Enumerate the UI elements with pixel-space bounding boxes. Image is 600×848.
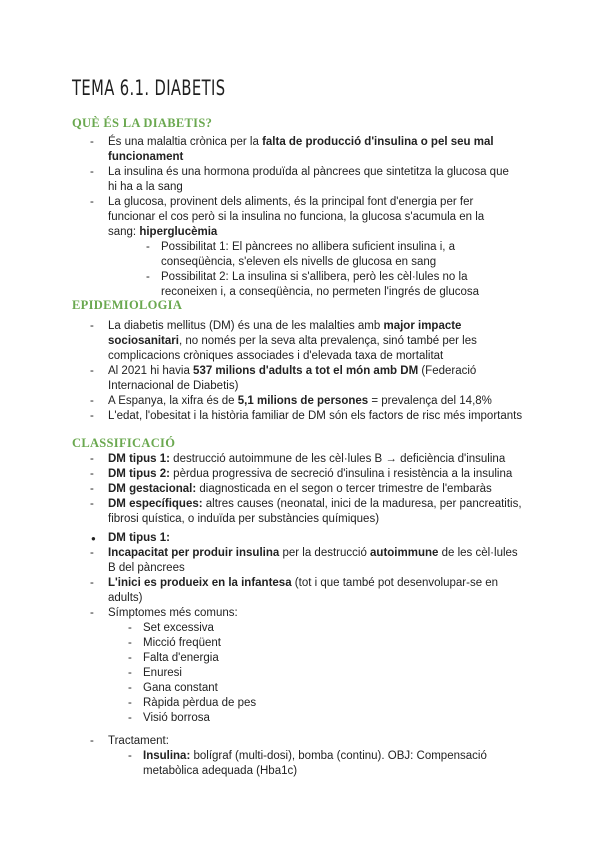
list-item: - Falta d'energia xyxy=(128,651,525,666)
item-text: Símptomes més comuns: xyxy=(108,607,238,619)
item-text: diagnosticada en el segon o tercer trimestre de l'embaràs xyxy=(196,483,492,495)
item-text: = prevalença del 14,8% xyxy=(368,395,492,407)
item-bold: DM tipus 1: xyxy=(108,453,170,465)
item-bold: autoimmune xyxy=(370,547,439,559)
item-text: de les cèl·lules B del pàncrees xyxy=(108,547,518,574)
list-item xyxy=(90,606,525,726)
list-item xyxy=(90,452,525,467)
item-text: La glucosa, provinent dels aliments, és la principal font d'energia per fer funcionar el cos però si la insulina no funciona, la glucosa s'acumula en la sang: xyxy=(108,196,485,238)
list-item xyxy=(90,531,525,546)
item-bold: DM tipus 2: xyxy=(108,468,170,480)
list-item: - Possibilitat 1: El pàncrees no allibera suficient insulina i, a conseqüència, s'eleven els nivells de glucosa en sang xyxy=(146,240,515,270)
item-text: destrucció autoimmune de les cèl·lules B → deficiència d'insulina xyxy=(169,453,506,465)
heading-classification: CLASSIFICACIÓ xyxy=(72,436,176,450)
heading-epidemiology: EPIDEMIOLOGIA xyxy=(72,298,183,312)
item-bold: DM tipus 1: xyxy=(108,532,170,544)
item-text: pèrdua progressiva de secreció d'insulina i resistència a la insulina xyxy=(169,468,513,480)
item-text: És una malaltia crònica per la xyxy=(108,136,263,148)
list-item xyxy=(128,749,525,779)
list-item xyxy=(90,319,525,364)
list-item xyxy=(90,576,525,606)
list-item xyxy=(90,546,525,576)
list-item: - Ràpida pèrdua de pes xyxy=(128,696,525,711)
item-bold: major impacte sociosanitari xyxy=(108,320,462,347)
sublist-treatment xyxy=(108,749,525,779)
heading-what-is-diabetes: QUÈ ÉS LA DIABETIS? xyxy=(72,116,213,130)
list-item: - Set excessiva xyxy=(128,621,525,636)
item-text: altres causes (neonatal, inici de la maduresa, per pancreatitis, fibrosi quística, o induïda per substàncies químiques) xyxy=(108,498,522,525)
item-bold: 5,1 milions de persones xyxy=(237,395,369,407)
list-item: - Visió borrosa xyxy=(128,711,525,726)
list-item: - Micció freqüent xyxy=(128,636,525,651)
list-item xyxy=(90,409,525,424)
list-item xyxy=(90,195,515,300)
item-bold: L'inici es produeix en la infantesa xyxy=(108,577,292,589)
item-text: per la destrucció xyxy=(279,547,371,559)
item-text: (tot i que també pot desenvolupar-se en adults) xyxy=(108,577,499,604)
list-item xyxy=(90,497,525,527)
item-text: (Federació Internacional de Diabetis) xyxy=(108,365,477,392)
page-title: TEMA 6.1. DIABETIS xyxy=(72,76,226,100)
item-text: A Espanya, la xifra és de xyxy=(108,395,238,407)
list-item xyxy=(90,482,525,497)
item-text: Tractament: xyxy=(108,735,169,747)
item-bold: DM gestacional: xyxy=(108,483,197,495)
list-item xyxy=(90,734,525,779)
list-classification xyxy=(90,452,525,527)
item-text: bolígraf (multi-dosi), bomba (continu). OBJ: Compensació metabòlica adequada (Hba1c) xyxy=(143,750,487,777)
item-bold: DM específiques: xyxy=(108,498,203,510)
item-text: La insulina és una hormona produïda al pàncrees que sintetitza la glucosa que hi ha a la sang xyxy=(108,166,509,193)
list-item: - Possibilitat 2: La insulina si s'allibera, però les cèl·lules no la reconeixen i, a conseqüència, no permeten l'ingrés de glucosa xyxy=(146,270,515,300)
item-bold: 537 milions d'adults a tot el món amb DM xyxy=(193,365,419,377)
item-bold: Incapacitat per produir insulina xyxy=(108,547,280,559)
list-dm-type1 xyxy=(90,531,525,779)
list-item xyxy=(90,394,525,409)
sublist-symptoms xyxy=(108,621,525,726)
list-item xyxy=(90,135,515,165)
item-text: La diabetis mellitus (DM) és una de les malalties amb xyxy=(108,320,384,332)
item-bold: Insulina: xyxy=(143,750,191,762)
sublist-possibilities xyxy=(108,240,515,300)
item-text: L'edat, l'obesitat i la història familiar de DM són els factors de risc més importants xyxy=(108,410,523,422)
item-bold: hiperglucèmia xyxy=(139,226,218,238)
list-item: - Gana constant xyxy=(128,681,525,696)
item-text: , no només per la seva alta prevalença, sinó també per les complicacions cròniques associades i d'elevada taxa de mortalitat xyxy=(108,335,477,362)
list-item xyxy=(90,364,525,394)
item-bold: falta de producció d'insulina o pel seu mal funcionament xyxy=(108,136,494,163)
list-what-is-diabetes xyxy=(90,135,515,300)
list-item: - Enuresi xyxy=(128,666,525,681)
item-text: Al 2021 hi havia xyxy=(108,365,194,377)
list-item xyxy=(90,165,515,195)
list-item xyxy=(90,467,525,482)
list-epidemiology xyxy=(90,319,525,424)
